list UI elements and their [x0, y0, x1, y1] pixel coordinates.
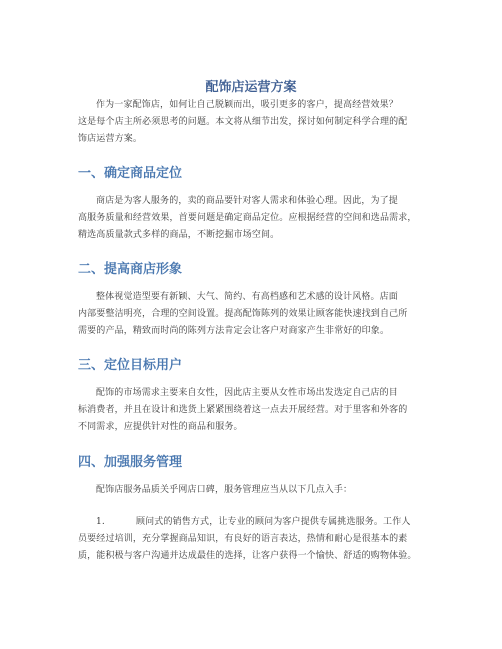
section-line: 配饰店服务品质关乎网店口碑，服务管理应当从以下几点入手：	[96, 485, 353, 495]
numbered-item-line: 质，能积极与客户沟通并达成最佳的选择，让客户获得一个愉快、舒适的购物体验。	[78, 551, 417, 561]
intro-line: 作为一家配饰店，如何让自己脱颖而出，吸引更多的客户，提高经营效果？	[96, 100, 398, 110]
section-heading: 三、定位目标用户	[78, 358, 183, 373]
section-line: 标消费者，并且在设计和选货上紧紧围绕着这一点去开展经营。对于里客和外客的	[78, 405, 408, 415]
section-paragraph	[78, 482, 434, 499]
intro-paragraph	[78, 97, 434, 148]
numbered-item-line	[78, 514, 434, 531]
section-line: 需要的产品，精致而时尚的陈列方法肯定会让客户对商家产生非常好的印象。	[78, 326, 390, 336]
section-line: 整体视觉造型要有新颖、大气、简约、有高档感和艺术感的设计风格。店面	[96, 292, 398, 302]
section-heading: 二、提高商店形象	[78, 262, 183, 277]
section-line: 精选高质量款式多样的商品，不断挖掘市场空间。	[78, 230, 280, 240]
item-number: 1.	[96, 517, 105, 527]
numbered-item-line: 员要经过培训，充分掌握商品知识，有良好的语言表达，热情和耐心是很基本的素	[78, 534, 408, 544]
numbered-item	[78, 514, 434, 565]
intro-line: 这是每个店主所必须思考的问题。本文将从细节出发，探讨如何制定科学合理的配	[78, 117, 408, 127]
section-line: 配饰的市场需求主要来自女性，因此店主要从女性市场出发选定自己店的目	[96, 388, 398, 398]
item-text: 顾问式的销售方式，让专业的顾问为客户提供专属挑选服务。工作人	[136, 517, 411, 527]
section-line: 内部要整洁明亮，合理的空间设置。提高配饰陈列的效果让顾客能快速找到自己所	[78, 309, 408, 319]
section-heading: 一、确定商品定位	[78, 166, 183, 181]
section-paragraph	[78, 289, 434, 340]
section-paragraph	[78, 385, 434, 436]
section-line: 商店是为客人服务的，卖的商品要针对客人需求和体验心理。因此，为了提	[96, 196, 398, 206]
section-heading: 四、加强服务管理	[78, 455, 183, 470]
section-line: 不同需求，应提供针对性的商品和服务。	[78, 422, 243, 432]
section-paragraph	[78, 193, 434, 244]
document-title: 配饰店运营方案	[205, 80, 297, 95]
section-line: 高服务质量和经营效果，首要问题是确定商品定位。应根据经营的空间和选品需求，	[78, 213, 417, 223]
intro-line: 饰店运营方案。	[78, 134, 143, 144]
